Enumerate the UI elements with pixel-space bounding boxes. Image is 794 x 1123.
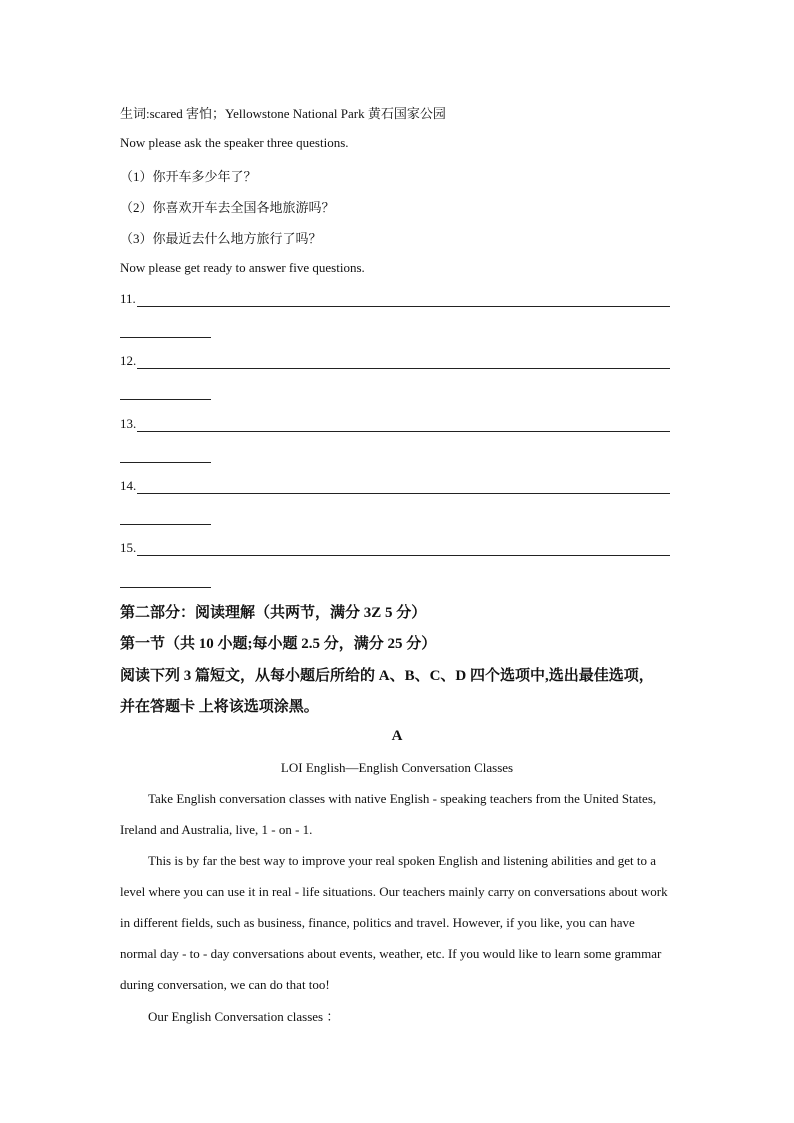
answer-number-11: 11. <box>120 291 136 306</box>
question-2: （2）你喜欢开车去全国各地旅游吗？ <box>120 200 335 215</box>
answer-line-15[interactable] <box>137 555 670 556</box>
answer-number-15: 15. <box>120 540 137 555</box>
answer-prompt: Now please get ready to answer five questions. <box>120 260 365 275</box>
paragraph-2: This is by far the best way to improve your real spoken English and listening abilities and get to a level where you can use it in real - life situations. Our teachers mainly carry on conversations about work in different fields, such as business, finance, politics and travel. However, if you like, you can have normal day - to - day conversations about events, weather, etc. If you would like to learn some grammar during conversation, we can do that too! <box>120 853 668 992</box>
answer-line-11-cont[interactable] <box>120 337 211 338</box>
paragraph-1: Take English conversation classes with native English - speaking teachers from the United States, Ireland and Australia, live, 1 - on - 1. <box>120 791 657 837</box>
answer-line-14[interactable] <box>137 493 670 494</box>
answer-number-13: 13. <box>120 416 137 431</box>
ask-prompt: Now please ask the speaker three questions. <box>120 135 349 150</box>
answer-line-11[interactable] <box>137 306 670 307</box>
answer-line-14-cont[interactable] <box>120 524 211 525</box>
question-3: （3）你最近去什么地方旅行了吗？ <box>120 231 322 246</box>
answer-line-13[interactable] <box>137 431 670 432</box>
paragraph-3: Our English Conversation classes ： <box>148 1009 340 1024</box>
answer-line-15-cont[interactable] <box>120 587 211 588</box>
answer-number-14: 14. <box>120 478 137 493</box>
instruction-line-2: 并在答题卡 上将该选项涂黑。 <box>120 699 319 715</box>
part2-heading: 第二部分：阅读理解（共两节，满分 3Z 5 分） <box>120 605 427 621</box>
section1-heading: 第一节（共 10 小题;每小题 2.5 分，满分 25 分） <box>120 636 437 652</box>
answer-line-13-cont[interactable] <box>120 462 211 463</box>
answer-line-12-cont[interactable] <box>120 399 211 400</box>
instruction-line-1: 阅读下列 3 篇短文，从每小题后所给的 A、B、C、D 四个选项中,选出最佳选项， <box>120 668 654 684</box>
passage-label: A <box>391 728 403 744</box>
question-1: （1）你开车多少年了？ <box>120 169 257 184</box>
vocab-line: 生词:scared 害怕；Yellowstone National Park 黄石国家公园 <box>120 106 446 121</box>
answer-number-12: 12. <box>120 353 137 368</box>
answer-line-12[interactable] <box>137 368 670 369</box>
passage-title: LOI English—English Conversation Classes <box>280 760 514 775</box>
